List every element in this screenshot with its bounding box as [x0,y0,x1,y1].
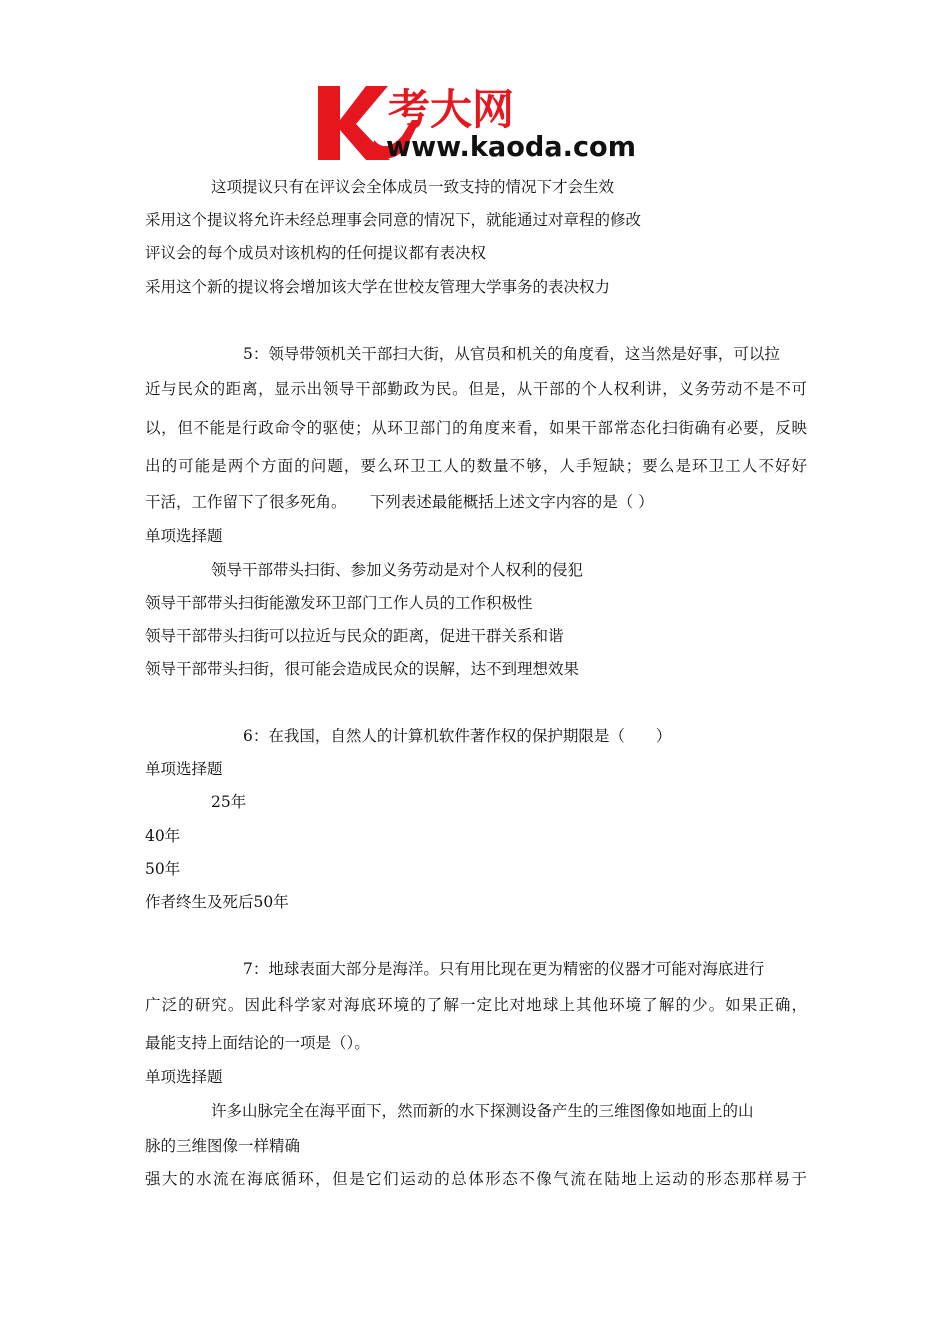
q5-stem-line-1: 5：领导带领机关干部扫大街，从官员和机关的角度看，这当然是好事，可以拉 [243,345,780,363]
q5-option-c: 领导干部带头扫街可以拉近与民众的距离，促进干群关系和谐 [145,627,564,645]
q5-option-d: 领导干部带头扫街，很可能会造成民众的误解，达不到理想效果 [145,660,580,678]
q6-option-c: 50年 [145,860,181,878]
q5-stem-line-4: 出的可能是两个方面的问题，要么环卫工人的数量不够，人手短缺；要么是环卫工人不好好 [145,457,807,475]
logo-url-text: www.kaoda.com [386,130,636,162]
q6-option-d: 作者终生及死后50年 [145,893,289,911]
q5-stem-line-5: 干活，工作留下了很多死角。 下列表述最能概括上述文字内容的是（ ） [145,493,654,511]
logo-brand-text: 考大网 [388,85,515,134]
kaoda-logo [316,80,646,162]
q6-option-b: 40年 [145,827,181,845]
q4-option-d: 采用这个新的提议将会增加该大学在世校友管理大学事务的表决权力 [145,278,611,296]
q5-question-type: 单项选择题 [145,527,223,545]
q5-option-a: 领导干部带头扫街、参加义务劳动是对个人权利的侵犯 [211,561,584,579]
q7-stem-line-1: 7：地球表面大部分是海洋。只有用比现在更为精密的仪器才可能对海底进行 [243,960,765,978]
q7-stem-line-2: 广泛的研究。因此科学家对海底环境的了解一定比对地球上其他环境了解的少。如果正确， [145,996,807,1014]
q4-option-b: 采用这个提议将允许未经总理事会同意的情况下，就能通过对章程的修改 [145,211,642,229]
q7-option-a-line-1: 许多山脉完全在海平面下，然而新的水下探测设备产生的三维图像如地面上的山 [211,1102,754,1120]
q7-stem-line-3: 最能支持上面结论的一项是（）。 [145,1034,370,1052]
q5-stem-line-2: 近与民众的距离，显示出领导干部勤政为民。但是，从干部的个人权利讲，义务劳动不是不可 [145,380,807,398]
q4-option-a: 这项提议只有在评议会全体成员一致支持的情况下才会生效 [211,178,615,196]
q4-option-c: 评议会的每个成员对该机构的任何提议都有表决权 [145,244,487,262]
q6-stem: 6：在我国，自然人的计算机软件著作权的保护期限是（ ） [243,727,672,745]
q5-stem-line-3: 以，但不能是行政命令的驱使；从环卫部门的角度来看，如果干部常态化扫街确有必要，反映 [145,419,807,437]
q6-option-a: 25年 [211,793,247,811]
q5-option-b: 领导干部带头扫街能激发环卫部门工作人员的工作积极性 [145,594,533,612]
q7-option-b-line-1: 强大的水流在海底循环，但是它们运动的总体形态不像气流在陆地上运动的形态那样易于 [145,1170,807,1188]
q7-question-type: 单项选择题 [145,1068,223,1086]
q7-option-a-line-2: 脉的三维图像一样精确 [145,1137,301,1155]
q6-question-type: 单项选择题 [145,760,223,778]
